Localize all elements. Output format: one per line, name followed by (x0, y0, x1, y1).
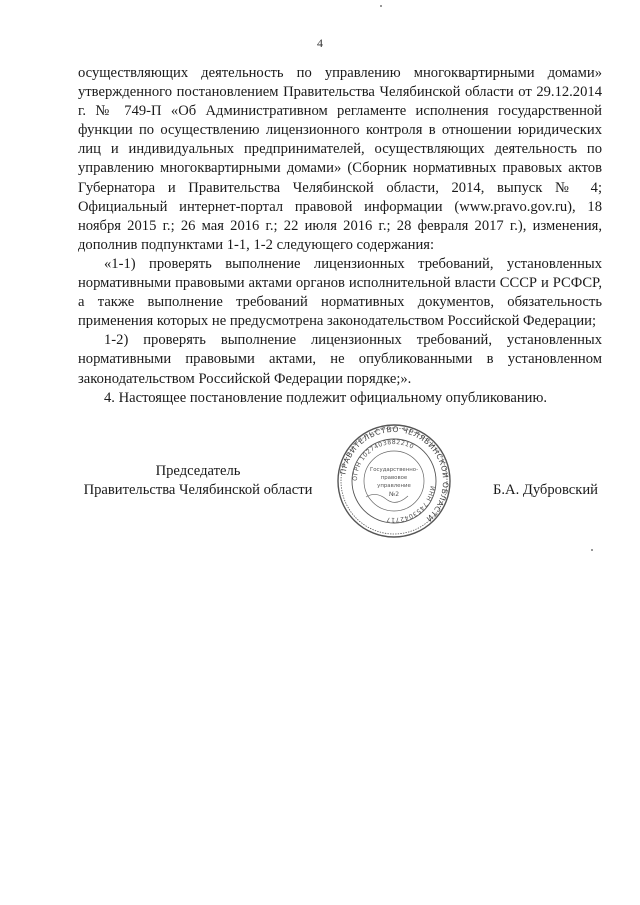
scan-speck (591, 549, 593, 551)
paragraph-subitem-1-1: «1-1) проверять выполнение лицензионных требований, установленных нормативными правовыми актами органов исполнительной власти СССР и РСФСР, а также выполнение требований нормативных документов, обязательность применения которых не предусмотрена законодательством Российской Федерации; (78, 255, 602, 330)
signatory-position (78, 462, 318, 500)
seal-inner-line4: №2 (388, 491, 400, 498)
signatory-title-line2: Правительства Челябинской области (83, 482, 313, 498)
seal-inn-text: ИНН 7453042717 (385, 485, 436, 524)
seal-signature-scribble (366, 494, 408, 502)
official-seal-stamp (336, 423, 452, 539)
seal-inner-line3: управление (377, 483, 411, 489)
document-body (78, 64, 602, 408)
seal-inner-line1: Государственно- (369, 467, 419, 473)
scan-speck (380, 5, 382, 7)
paragraph-subitem-1-2: 1-2) проверять выполнение лицензионных требований, установленных нормативными правовыми актами, не опубликованными в установленном законодательством Российской Федерации порядке;». (78, 332, 602, 387)
paragraph-publication: 4. Настоящее постановление подлежит официальному опубликованию. (104, 389, 548, 406)
page-number: 4 (317, 36, 323, 50)
paragraph-amendment-intro: осуществляющих деятельность по управлению многоквартирными домами» утвержденного постановлением Правительства Челябинской области от 29.12.2014 г. № 749-П «Об Административном регламенте исполнения государственной функции по осуществлению лицензионного контроля в отношении юридических лиц и индивидуальных предпринимателей, осуществляющих деятельность по управлению многоквартирными домами» (Сборник нормативных правовых актов Губернатора и Правительства Челябинской области, 2014, выпуск № 4; Официальный интернет-портал правовой информации (www.pravo.gov.ru), 18 ноября 2015 г.; 26 мая 2016 г.; 22 июля 2016 г.; 28 февраля 2017 г.), изменения, дополнив подпунктами 1-1, 1-2 следующего содержания: (78, 65, 602, 253)
seal-outer-text: ПРАВИТЕЛЬСТВО ЧЕЛЯБИНСКОЙ ОБЛАСТИ (338, 424, 451, 524)
seal-inner-line2: правовое (380, 475, 408, 481)
signatory-title-line1: Председатель (155, 463, 241, 479)
signatory-name: Б.А. Дубровский (493, 482, 598, 498)
seal-ogrn-text: ОГРН 1027403882210 (351, 438, 415, 482)
